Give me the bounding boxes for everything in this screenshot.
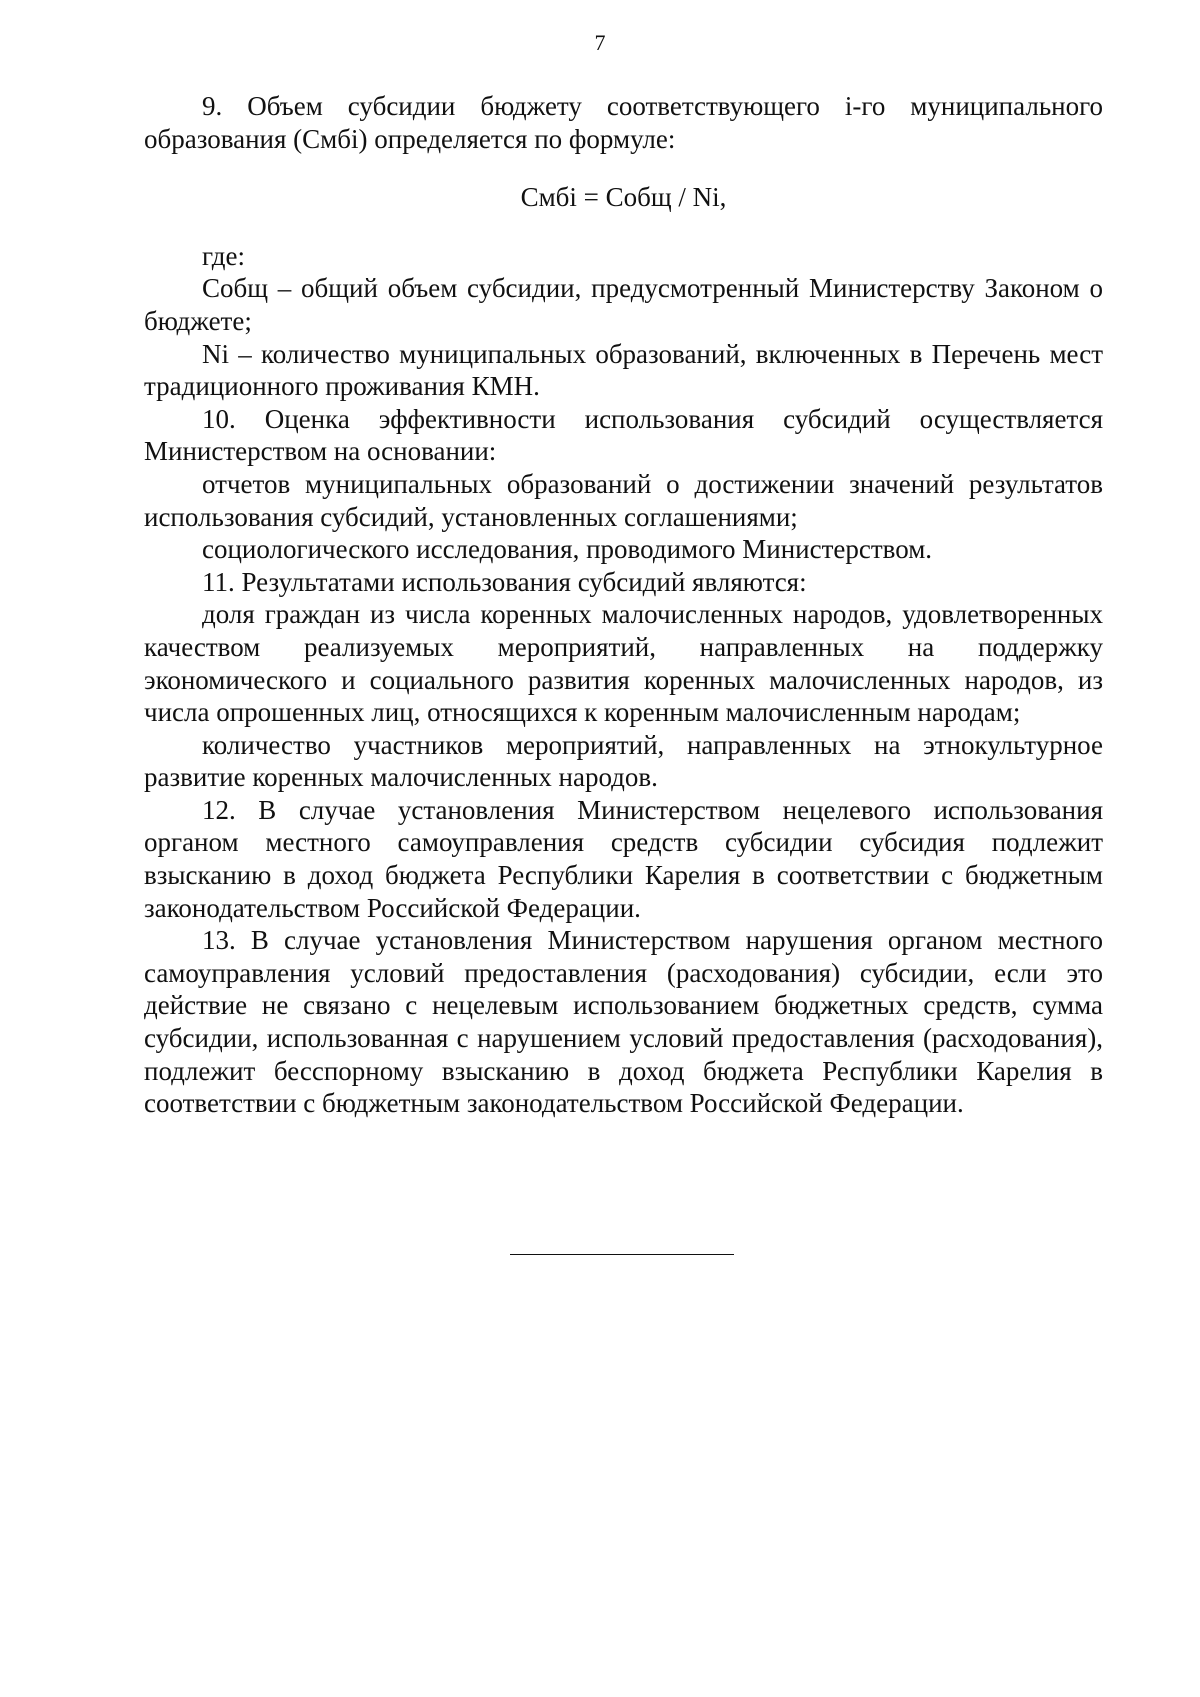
paragraph-11: 11. Результатами использования субсидий являются: xyxy=(202,566,807,597)
list-item-survey: социологического исследования, проводимого Министерством. xyxy=(202,534,933,565)
definition-municipality-count: Ni – количество муниципальных образований, включенных в Перечень мест традиционного проживания КМН. xyxy=(144,338,1103,402)
list-item-share-citizens: доля граждан из числа коренных малочисленных народов, удовлетворенных качеством реализуемых мероприятий, направленных на поддержку экономического и социального развития коренных малочисленных народов, из числа опрошенных лиц, относящихся к коренным малочисленным народам; xyxy=(144,599,1103,728)
list-item-participants: количество участников мероприятий, направленных на этнокультурное развитие коренных малочисленных народов. xyxy=(144,729,1103,793)
paragraph-13: 13. В случае установления Министерством нарушения органом местного самоуправления условий предоставления (расходования) субсидии, если это действие не связано с нецелевым использованием бюджетных средств, сумма субсидии, использованная с нарушением условий предоставления (расходования), подлежит бесспорному взысканию в доход бюджета Республики Карелия в соответствии с бюджетным законодательством Российской Федерации. xyxy=(144,925,1103,1119)
document-body xyxy=(144,90,1103,1120)
paragraph-where: где: xyxy=(202,240,245,271)
paragraph-10: 10. Оценка эффективности использования субсидий осуществляется Министерством на основании: xyxy=(144,403,1103,467)
paragraph-9: 9. Объем субсидии бюджету соответствующего i-го муниципального образования (Смбi) определяется по формуле: xyxy=(144,91,1103,154)
paragraph-12: 12. В случае установления Министерством нецелевого использования органом местного самоуправления средств субсидии субсидия подлежит взысканию в доход бюджета Республики Карелия в соответствии с бюджетным законодательством Российской Федерации. xyxy=(144,794,1103,923)
end-divider xyxy=(510,1254,734,1255)
definition-total-subsidy: Собщ – общий объем субсидии, предусмотренный Министерству Законом о бюджете; xyxy=(144,273,1103,336)
page-number: 7 xyxy=(594,30,606,55)
formula: Смбi = Собщ / Ni, xyxy=(520,182,727,213)
list-item-reports: отчетов муниципальных образований о достижении значений результатов использования субсидий, установленных соглашениями; xyxy=(144,468,1103,532)
